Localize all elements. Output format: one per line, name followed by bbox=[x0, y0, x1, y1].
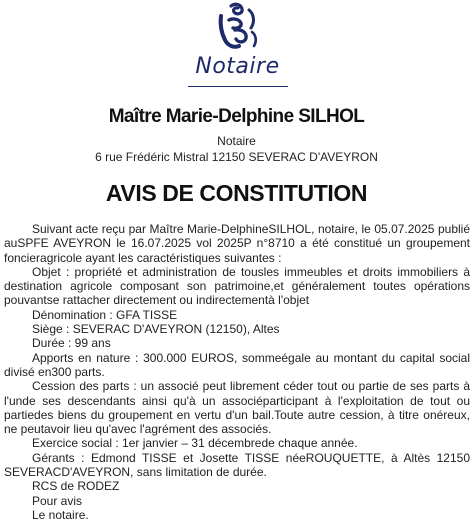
rcs-line: RCS de RODEZ bbox=[32, 479, 120, 494]
notaire-logo bbox=[175, 0, 300, 90]
notary-title: Notaire bbox=[217, 134, 256, 148]
exercice-line: Exercice social : 1er janvier – 31 décembrede chaque année. bbox=[32, 436, 358, 451]
notice-headline: AVIS DE CONSTITUTION bbox=[105, 180, 368, 206]
logo-wordmark: Notaire bbox=[195, 54, 280, 79]
intro-paragraph: Suivant acte reçu par Maître Marie-DelphineSILHOL, notaire, le 05.07.2025 publié auSPFE AVEYRON le 16.07.2025 vol 2025P n°8710 a été constitué un groupement foncieragricole ayant les caractéristiques suivantes : bbox=[4, 222, 470, 265]
notary-name: Maître Marie-Delphine SILHOL bbox=[108, 106, 365, 127]
pour-avis-line: Pour avis bbox=[32, 493, 83, 508]
logo-underline bbox=[188, 86, 288, 87]
notaire-seal-icon bbox=[211, 2, 265, 52]
denomination-line: Dénomination : GFA TISSE bbox=[32, 307, 178, 322]
duree-line: Durée : 99 ans bbox=[32, 336, 111, 351]
objet-paragraph: Objet : propriété et administration de tousles immeubles et droits immobiliers à destination agricole composant son patrimoine,et généralement toutes opérations pouvantse rattacher directement ou indirectementà l'objet bbox=[4, 264, 470, 308]
apports-paragraph: Apports en nature : 300.000 EUROS, sommeégale au montant du capital social divisé en300 parts. bbox=[4, 350, 470, 379]
notary-address: 6 rue Frédéric Mistral 12150 SEVERAC D'AVEYRON bbox=[95, 150, 378, 164]
cession-paragraph: Cession des parts : un associé peut librement céder tout ou partie de ses parts à l'unde ses descendants ainsi qu'à un associéparticipant à l'exploitation de tout ou partiedes biens du groupement en vertu d'un bail.Toute autre cession, à titre onéreux, ne peutavoir lieu qu'avec l'agrément des associés. bbox=[4, 379, 470, 437]
siege-line: Siège : SEVERAC D'AVEYRON (12150), Altes bbox=[32, 322, 280, 337]
gerants-paragraph: Gérants : Edmond TISSE et Josette TISSE néeROUQUETTE, à Altès 12150 SEVERACD'AVEYRON, sans limitation de durée. bbox=[4, 450, 470, 480]
signature-line: Le notaire. bbox=[32, 507, 89, 522]
notice-body bbox=[4, 222, 470, 522]
